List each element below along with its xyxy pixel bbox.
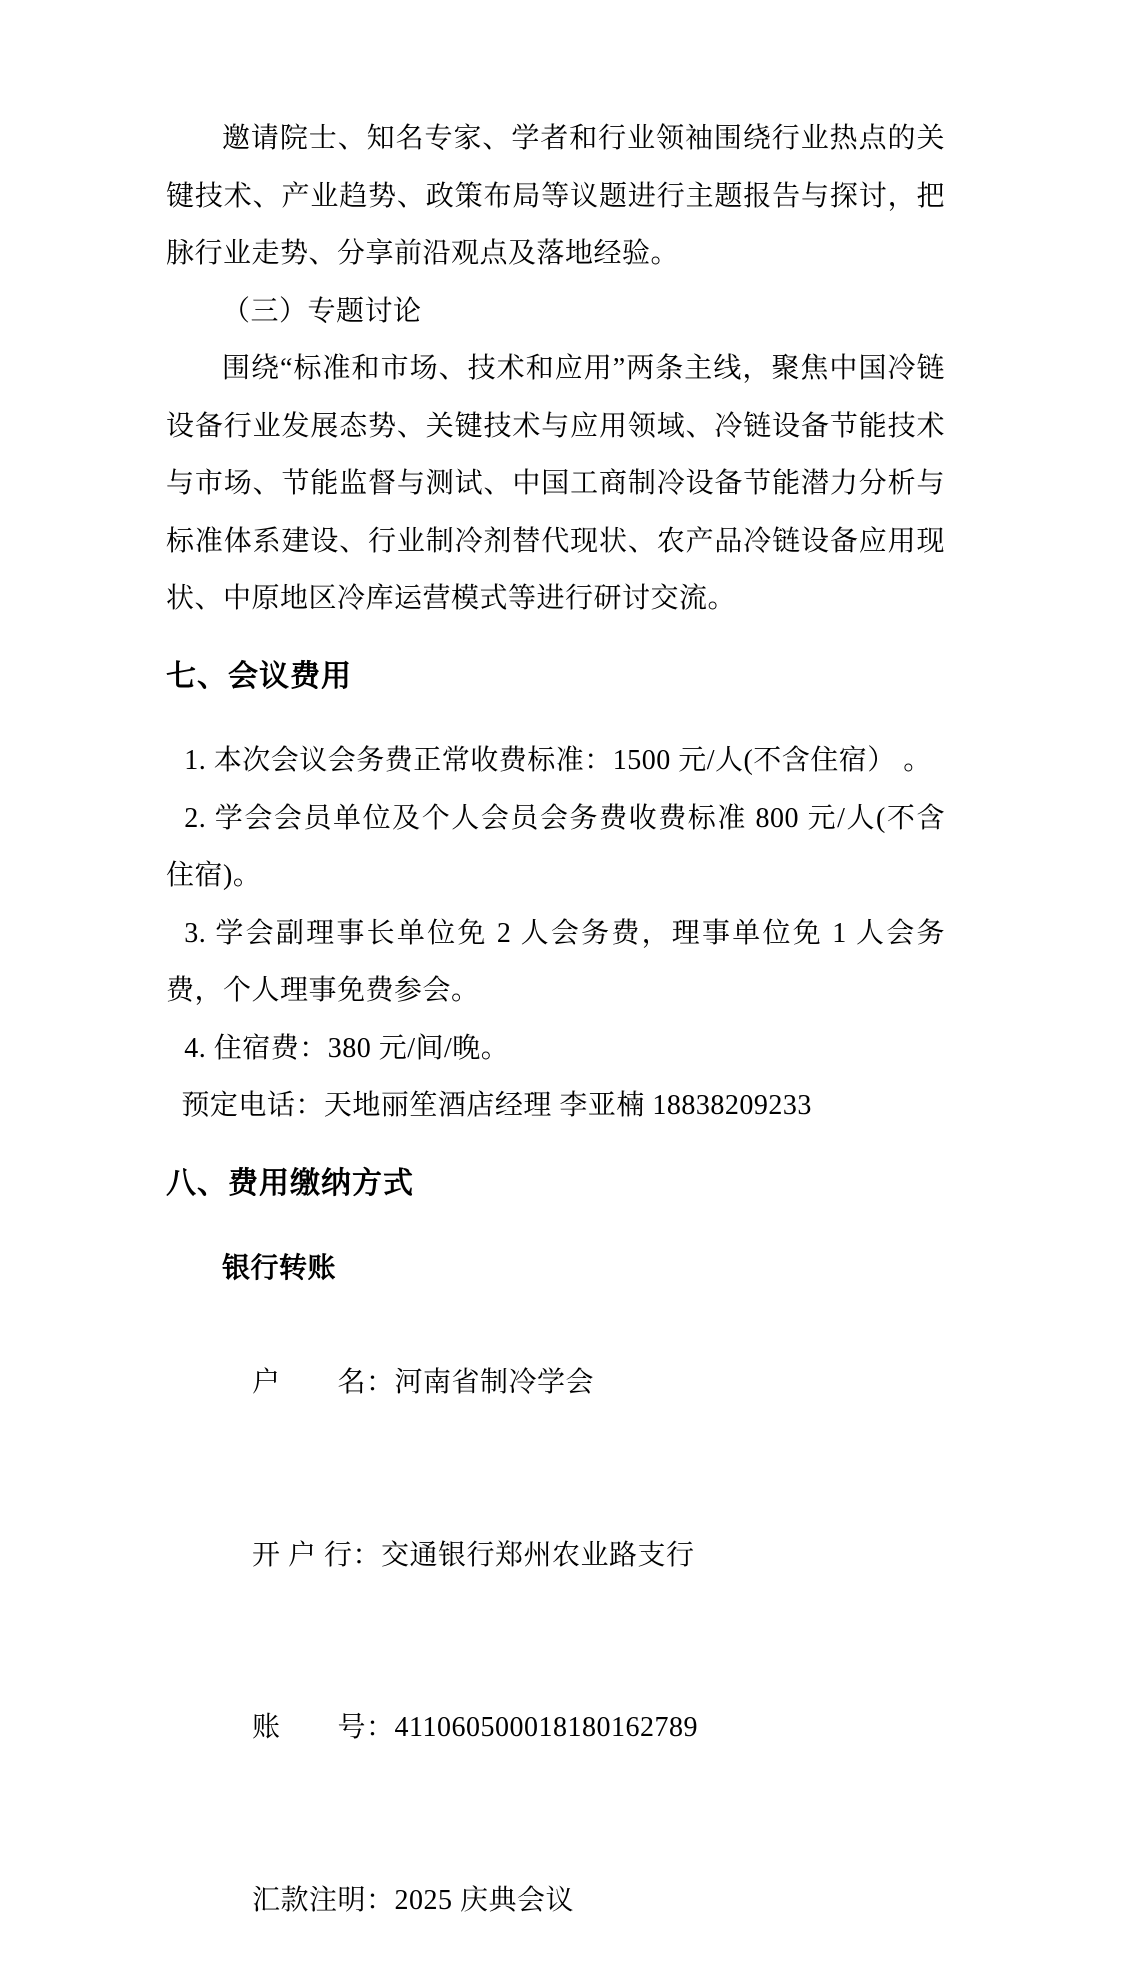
- bank-field-account-name-label: 户 名：: [252, 1367, 395, 1398]
- discussion-paragraph: 围绕“标准和市场、技术和应用”两条主线，聚焦中国冷链设备行业发展态势、关键技术与应用领域、冷链设备节能技术与市场、节能监督与测试、中国工商制冷设备节能潜力分析与标准体系建设、行业制冷剂替代现状、农产品冷链设备应用现状、中原地区冷库运营模式等进行研讨交流。: [166, 353, 945, 614]
- bank-field-remittance-note: [166, 1814, 945, 1987]
- bank-field-account-number-label: 账 号：: [252, 1712, 395, 1743]
- bank-field-account-name-value: 河南省制冷学会: [394, 1367, 595, 1398]
- fee-item-standard-rate: 1. 本次会议会务费正常收费标准：1500 元/人(不含住宿） 。: [184, 745, 932, 776]
- fee-item-waivers: 3. 学会副理事长单位免 2 人会务费，理事单位免 1 人会务费，个人理事免费参会。: [166, 917, 945, 1006]
- bank-field-remittance-note-value: 2025 庆典会议: [394, 1884, 575, 1916]
- section-heading-payment-method: 八、费用缴纳方式: [166, 1166, 414, 1200]
- bank-field-account-name: [166, 1297, 945, 1470]
- fee-item-member-rate: 2. 学会会员单位及个人会员会务费收费标准 800 元/人(不含住宿)。: [166, 802, 945, 891]
- section-heading-conference-fees: 七、会议费用: [166, 659, 352, 693]
- subsection-heading-topic-discussion: （三）专题讨论: [222, 295, 422, 327]
- fee-item-accommodation: 4. 住宿费：380 元/间/晚。: [184, 1032, 510, 1064]
- hotel-booking-phone-line: 预定电话：天地丽笙酒店经理 李亚楠 18838209233: [181, 1090, 812, 1121]
- bank-field-account-number: [166, 1642, 945, 1815]
- bank-field-account-number-value: 411060500018180162789: [394, 1712, 698, 1743]
- bank-field-remittance-note-label: 汇款注明：: [252, 1884, 395, 1916]
- bank-field-bank-branch: [166, 1469, 945, 1642]
- bank-field-bank-branch-value: 交通银行郑州农业路支行: [381, 1539, 695, 1571]
- bank-field-bank-branch-label: 开 户 行：: [252, 1539, 382, 1571]
- intro-paragraph: 邀请院士、知名专家、学者和行业领袖围绕行业热点的关键技术、产业趋势、政策布局等议题进行主题报告与探讨，把脉行业走势、分享前沿观点及落地经验。: [166, 123, 945, 269]
- payment-method-title-bank-transfer: 银行转账: [222, 1252, 337, 1283]
